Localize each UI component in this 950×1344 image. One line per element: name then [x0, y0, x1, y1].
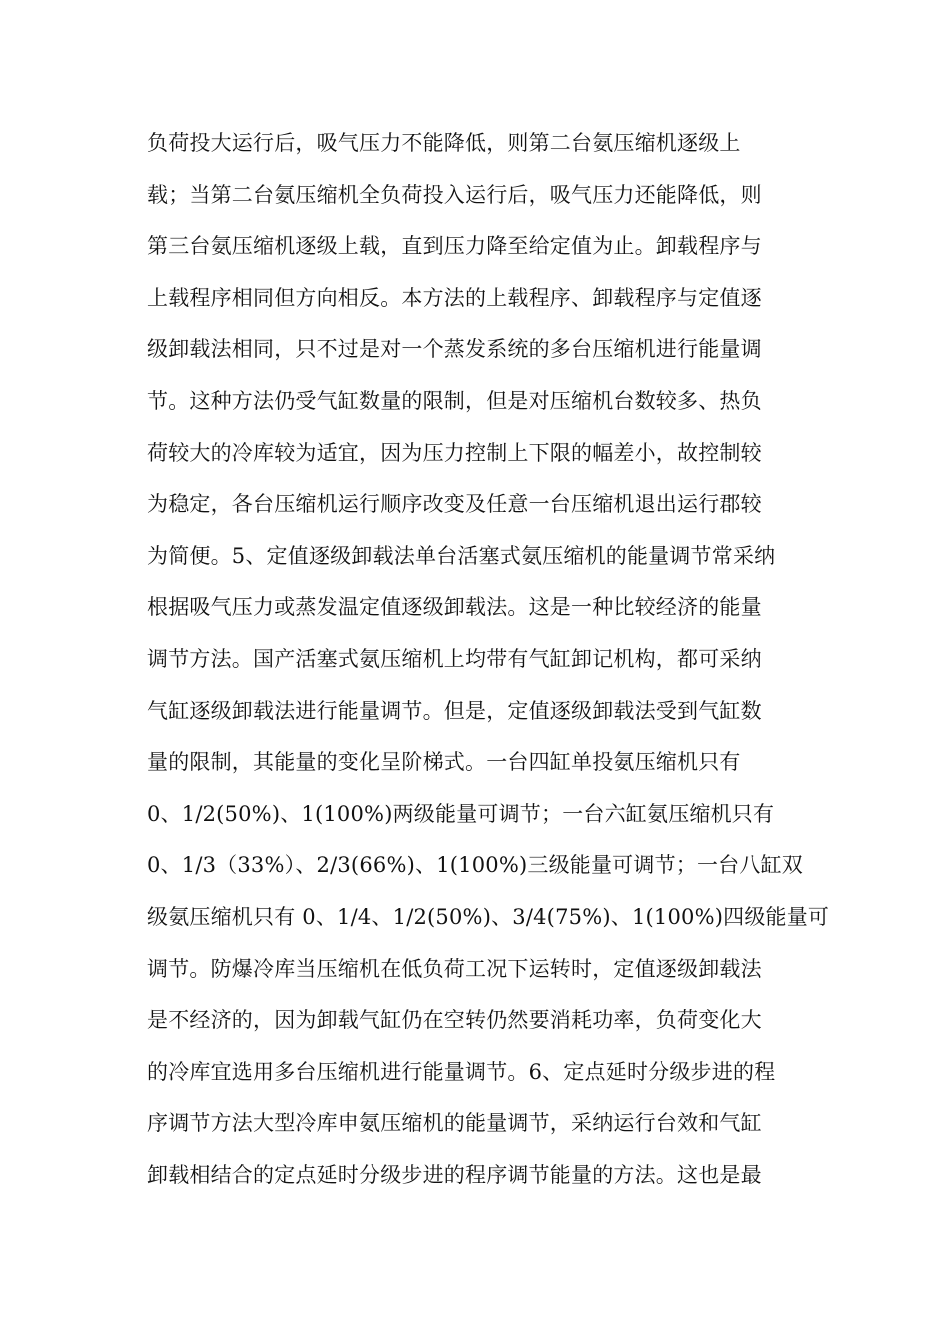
text-line: 级卸载法相同，只不过是对一个蒸发系统的多台压缩机进行能量调 [147, 337, 762, 362]
text-line: 序调节方法大型冷库申氨压缩机的能量调节，采纳运行台效和气缸 [147, 1111, 762, 1136]
text-line: 第三台氨压缩机逐级上载，直到压力降至给定值为止。卸载程序与 [147, 234, 762, 259]
text-line: 气缸逐级卸载法进行能量调节。但是，定值逐级卸载法受到气缸数 [147, 698, 762, 723]
text-line: 调节。防爆冷库当压缩机在低负荷工况下运转时，定值逐级卸载法 [147, 956, 762, 981]
body-text [147, 118, 830, 1201]
text-line: 是不经济的，因为卸载气缸仍在空转仍然要消耗功率，负荷变化大 [147, 1008, 762, 1033]
text-line: 为简便。5、定值逐级卸载法单台活塞式氨压缩机的能量调节常采纳 [147, 543, 776, 568]
text-line: 级氨压缩机只有 0、1/4、1/2(50%)、3/4(75%)、1(100%)四级能量可 [147, 904, 830, 929]
text-line: 0、1/2(50%)、1(100%)两级能量可调节；一台六缸氨压缩机只有 [147, 801, 775, 826]
text-line: 的冷库宜选用多台压缩机进行能量调节。6、定点延时分级步进的程 [147, 1059, 776, 1084]
text-line: 调节方法。国产活塞式氨压缩机上均带有气缸卸记机构，都可采纳 [147, 646, 762, 671]
text-line: 根据吸气压力或蒸发温定值逐级卸载法。这是一种比较经济的能量 [147, 595, 762, 620]
text-line: 载；当第二台氨压缩机全负荷投入运行后，吸气压力还能降低，则 [147, 182, 762, 207]
text-line: 为稳定，各台压缩机运行顺序改变及任意一台压缩机退出运行郡较 [147, 492, 762, 517]
text-line: 负荷投大运行后，吸气压力不能降低，则第二台氨压缩机逐级上 [147, 131, 741, 155]
text-line: 量的限制，其能量的变化呈阶梯式。一台四缸单投氨压缩机只有 [147, 750, 741, 775]
text-line: 上载程序相同但方向相反。本方法的上载程序、卸载程序与定值逐 [147, 285, 762, 310]
text-line: 节。这种方法仍受气缸数量的限制，但是对压缩机台数较多、热负 [147, 388, 762, 413]
text-line: 0、1/3（33%）、2/3(66%)、1(100%)三级能量可调节；一台八缸双 [147, 853, 803, 878]
text-line: 卸载相结合的定点延时分级步进的程序调节能量的方法。这也是最 [147, 1162, 762, 1187]
text-line: 荷较大的冷库较为适宜，因为压力控制上下限的幅差小，故控制较 [147, 440, 762, 465]
